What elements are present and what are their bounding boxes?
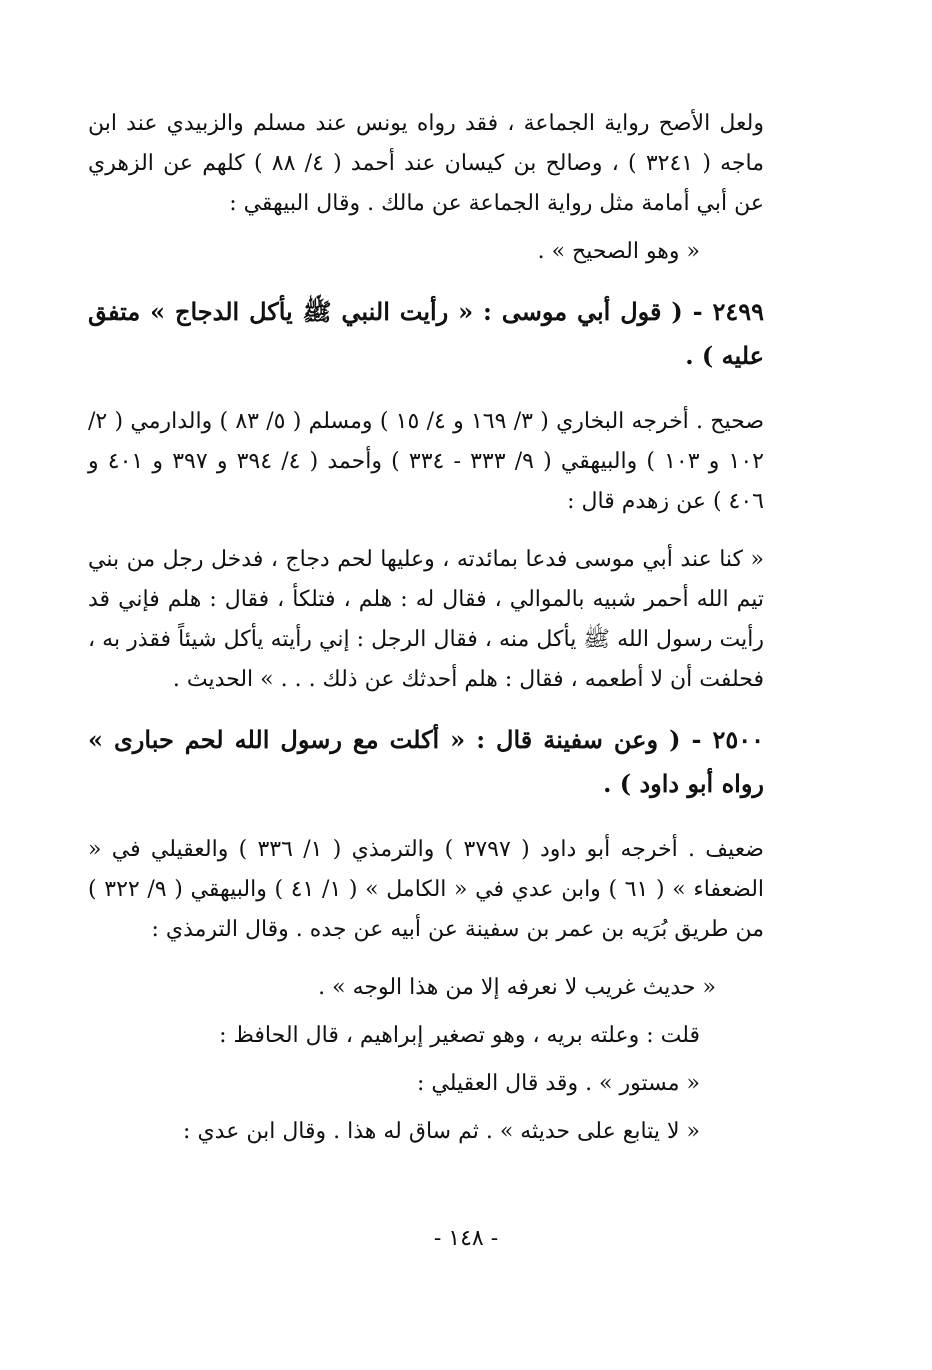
quote-uqayli: « لا يتابع على حديثه » . ثم ساق له هذا . وقال ابن عدي :: [183, 1119, 700, 1144]
page-number: - ١٤٨ -: [433, 1226, 499, 1251]
quote-tirmidhi: « حديث غريب لا نعرفه إلا من هذا الوجه » .: [318, 975, 716, 1000]
comment-burayh: قلت : وعلته بريه ، وهو تصغير إبراهيم ، قال الحافظ :: [219, 1023, 700, 1048]
quote-mastur: « مستور » . وقد قال العقيلي :: [416, 1071, 700, 1096]
page-body: [88, 104, 764, 1152]
hadith-2500: ٢٥٠٠ - ( وعن سفينة قال : « أكلت مع رسول الله لحم حبارى » رواه أبو داود ) .: [88, 725, 764, 798]
quote-sahih: « وهو الصحيح » .: [537, 239, 700, 264]
takhrij-2500: ضعيف . أخرجه أبو داود ( ٣٧٩٧ ) والترمذي ( ١/ ٣٣٦ ) والعقيلي في « الضعفاء » ( ٦١ ) وابن عدي في « الكامل » ( ١/ ٤١ ) والبيهقي ( ٩/ ٣٢٢ ) من طريق بُرَيه بن عمر بن سفينة عن أبيه عن جده . وقال الترمذي :: [88, 837, 765, 942]
takhrij-2499: صحيح . أخرجه البخاري ( ٣/ ١٦٩ و ٤/ ١٥ ) ومسلم ( ٥/ ٨٣ ) والدارمي ( ٢/ ١٠٢ و ١٠٣ ) والبيهقي ( ٩/ ٣٣٣ - ٣٣٤ ) وأحمد ( ٤/ ٣٩٤ و ٣٩٧ و ٤٠١ و ٤٠٦ ) عن زهدم قال :: [88, 409, 765, 514]
hadith-2499: ٢٤٩٩ - ( قول أبي موسى : « رأيت النبي ﷺ يأكل الدجاج » متفق عليه ) .: [88, 297, 764, 370]
quote-abu-musa: « كنا عند أبي موسى فدعا بمائدته ، وعليها لحم دجاج ، فدخل رجل من بني تيم الله أحمر شبيه بالموالي ، فقال له : هلم ، فتلكأ ، فقال : هلم فإني قد رأيت رسول الله ﷺ يأكل منه ، فقال الرجل : إني رأيته يأكل شيئاً فقذر به ، فحلفت أن لا أطعمه ، فقال : هلم أحدثك عن ذلك . . . » الحديث .: [88, 547, 764, 692]
paragraph-riwaya: ولعل الأصح رواية الجماعة ، فقد رواه يونس عند مسلم والزبيدي عند ابن ماجه ( ٣٢٤١ ) ، وصالح بن كيسان عند أحمد ( ٤/ ٨٨ ) كلهم عن الزهري عن أبي أمامة مثل رواية الجماعة عن مالك . وقال البيهقي :: [88, 111, 764, 216]
